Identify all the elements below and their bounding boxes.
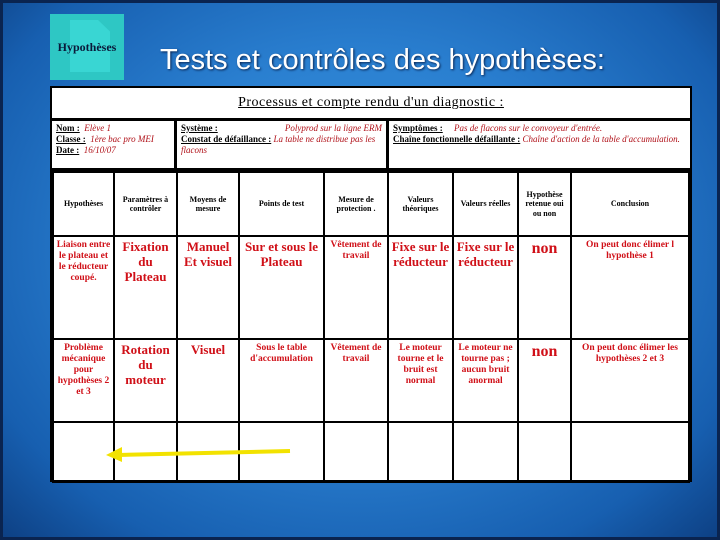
table-cell: Fixation du Plateau — [114, 236, 177, 339]
table-cell: Vêtement de travail — [324, 339, 388, 422]
header-cell: Hypothèses — [53, 172, 114, 236]
table-cell: non — [518, 339, 571, 422]
nom-label: Nom : — [56, 123, 80, 133]
symptomes-value: Pas de flacons sur le convoyeur d'entrée. — [454, 123, 603, 133]
table-cell: Rotation du moteur — [114, 339, 177, 422]
arrow-left-icon — [104, 443, 294, 463]
badge-label: Hypothèses — [57, 40, 117, 54]
header-cell: Moyens de mesure — [177, 172, 239, 236]
table-cell: Vêtement de travail — [324, 236, 388, 339]
classe-label: Classe : — [56, 134, 86, 144]
header-cell: Valeurs théoriques — [388, 172, 453, 236]
slide-title: Tests et contrôles des hypothèses: — [160, 44, 605, 76]
table-cell: On peut donc élimer les hypothèses 2 et 3 — [571, 339, 689, 422]
table-cell: non — [518, 236, 571, 339]
table-cell: Sous le table d'accumulation — [239, 339, 324, 422]
constat-value: La table ne distribue pas les flacons — [181, 134, 376, 155]
table-cell: Liaison entre le plateau et le réducteur coupé. — [53, 236, 114, 339]
table-cell: Sur et sous le Plateau — [239, 236, 324, 339]
hypotheses-badge — [50, 14, 124, 80]
header-cell: Hypothèse retenue oui ou non — [518, 172, 571, 236]
symptom-info — [389, 119, 690, 171]
table-cell: Fixe sur le réducteur — [453, 236, 518, 339]
chaine-value: Chaîne d'action de la table d'accumulation. — [522, 134, 680, 144]
table-cell: Le moteur tourne et le bruit est normal — [388, 339, 453, 422]
date-value: 16/10/07 — [83, 145, 116, 155]
form-title: Processus et compte rendu d'un diagnostic : — [52, 88, 690, 121]
table-header — [53, 172, 689, 236]
systeme-label: Système : — [181, 123, 218, 133]
header-cell: Points de test — [239, 172, 324, 236]
systeme-value: Polyprod sur la ligne ERM — [284, 123, 382, 133]
table-row — [53, 236, 689, 339]
system-info — [177, 119, 389, 171]
header-cell: Valeurs réelles — [453, 172, 518, 236]
nom-value: Elève 1 — [84, 123, 111, 133]
table-cell: Le moteur ne tourne pas ; aucun bruit anormal — [453, 339, 518, 422]
student-info — [52, 119, 177, 171]
header-cell: Paramètres à contrôler — [114, 172, 177, 236]
diagnostic-table — [52, 171, 690, 483]
table-cell: Fixe sur le réducteur — [388, 236, 453, 339]
diagnostic-form — [50, 86, 692, 482]
header-cell: Mesure de protection . — [324, 172, 388, 236]
header-cell: Conclusion — [571, 172, 689, 236]
classe-value: 1ère bac pro MEI — [90, 134, 154, 144]
table-cell: Problème mécanique pour hypothèses 2 et 3 — [53, 339, 114, 422]
constat-label: Constat de défaillance : — [181, 134, 272, 144]
table-cell: Visuel — [177, 339, 239, 422]
table-row — [53, 339, 689, 422]
table-cell: Manuel Et visuel — [177, 236, 239, 339]
date-label: Date : — [56, 145, 80, 155]
table-cell: On peut donc élimer l hypothèse 1 — [571, 236, 689, 339]
chaine-label: Chaîne fonctionnelle défaillante : — [393, 134, 521, 144]
symptomes-label: Symptômes : — [393, 123, 443, 133]
